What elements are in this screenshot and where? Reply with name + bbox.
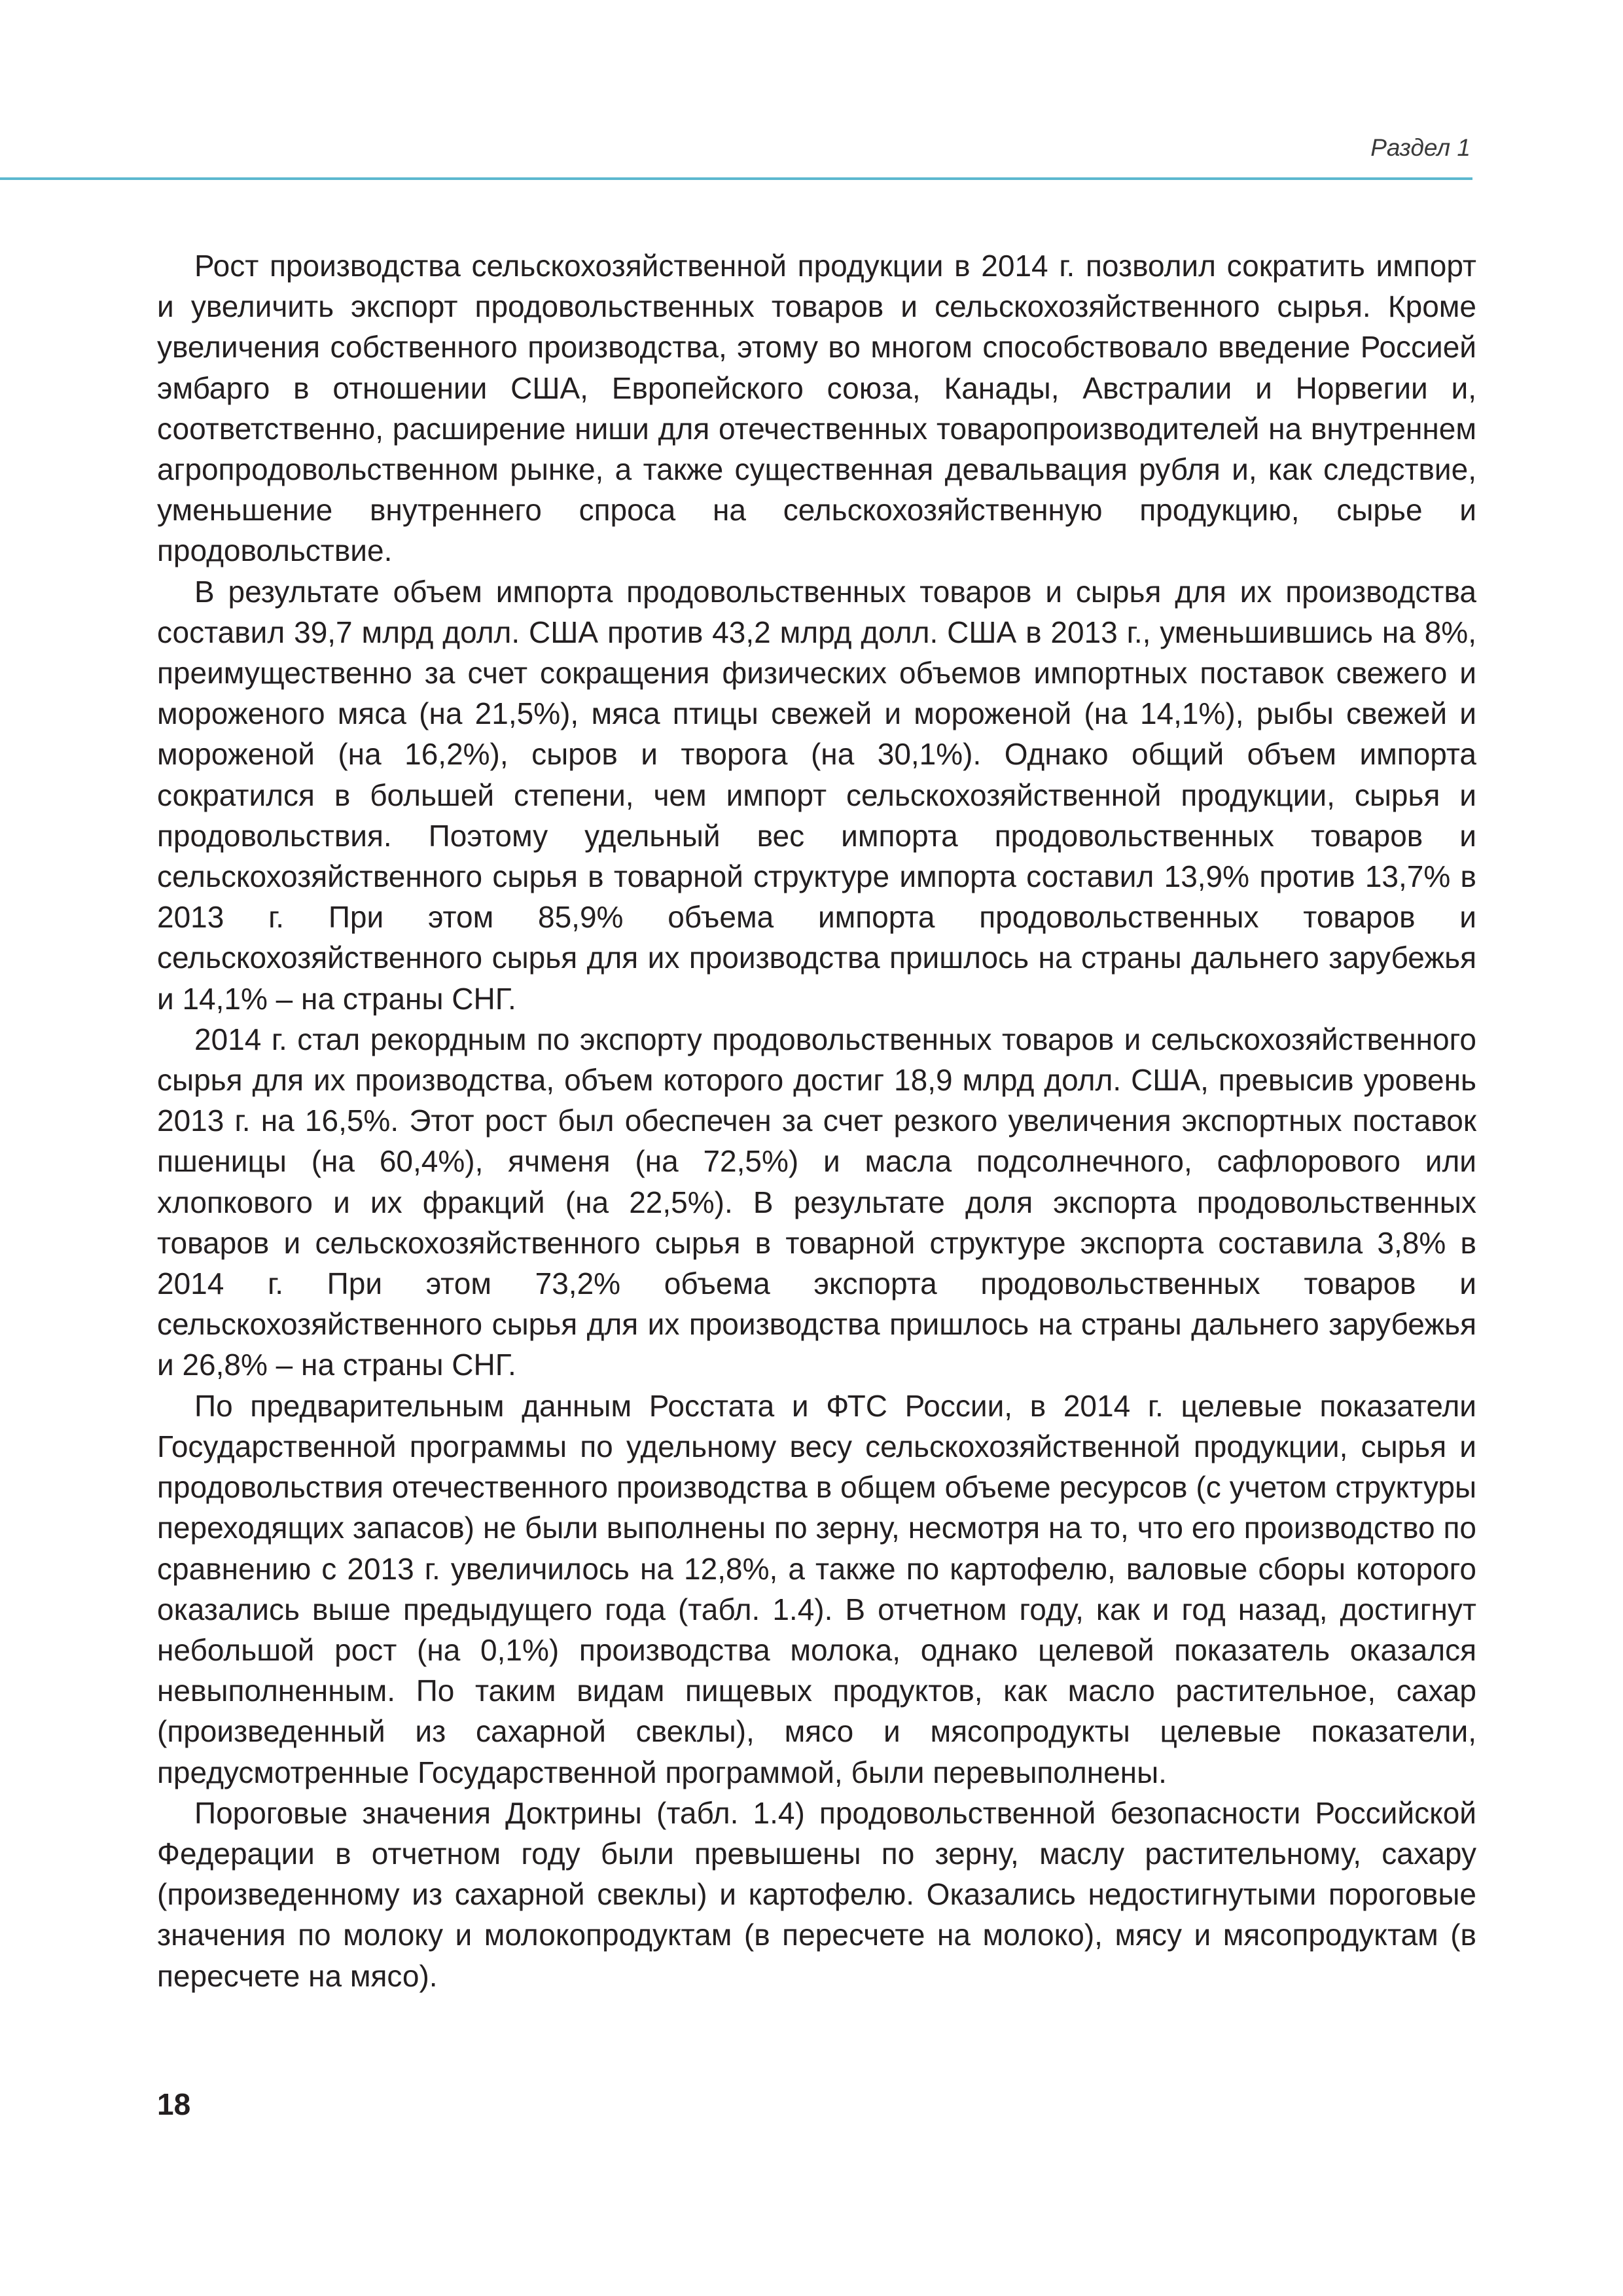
paragraph-doctrine-thresholds: Пороговые значения Доктрины (табл. 1.4) продовольственной безопасности Российской Федерации в отчетном году были превышены по зерну, маслу растительному, сахару (произведенному из сахарной свеклы) и картофелю. Оказались недостигнутыми пороговые значения по молоку и молокопродуктам (в пересчете на молоко), мясу и мясопродуктам (в пересчете на мясо). — [157, 1795, 1476, 1993]
running-header: Раздел 1 — [1370, 134, 1471, 161]
header-rule — [0, 177, 1472, 180]
paragraph-export-record: 2014 г. стал рекордным по экспорту продовольственных товаров и сельскохозяйственного сырья для их производства, объем которого достиг 18,9 млрд долл. США, превысив уровень 2013 г. на 16,5%. Этот рост был обеспечен за счет резкого увеличения экспортных поставок пшеницы (на 60,4%), ячменя (на 72,5%) и масла подсолнечного, сафлорового или хлопкового и их фракций (на 22,5%). В результате доля экспорта продовольственных товаров и сельскохозяйственного сырья в товарной структуре экспорта составила 3,8% в 2014 г. При этом 73,2% объема экспорта продовольственных товаров и сельскохозяйственного сырья для их производства пришлось на страны дальнего зарубежья и 26,8% – на страны СНГ. — [157, 1022, 1476, 1382]
paragraph-import-export-growth: Рост производства сельскохозяйственной продукции в 2014 г. позволил сократить импорт и увеличить экспорт продовольственных товаров и сельскохозяйственного сырья. Кроме увеличения собственного производства, этому во многом способствовало введение Россией эмбарго в отношении США, Европейского союза, Канады, Австралии и Норвегии и, соответственно, расширение ниши для отечественных товаропроизводителей на внутреннем агропродовольственном рынке, а также существенная девальвация рубля и, как следствие, уменьшение внутреннего спроса на сельскохозяйственную продукцию, сырье и продовольствие. — [157, 249, 1476, 568]
page-number: 18 — [157, 2087, 191, 2121]
paragraph-import-volume: В результате объем импорта продовольственных товаров и сырья для их производства составил 39,7 млрд долл. США против 43,2 млрд долл. США в 2013 г., уменьшившись на 8%, преимущественно за счет сокращения физических объемов импортных поставок свежего и мороженого мяса (на 21,5%), мяса птицы свежей и мороженой (на 14,1%), рыбы свежей и мороженой (на 16,2%), сыров и творога (на 30,1%). Однако общий объем импорта сократился в большей степени, чем импорт сельскохозяйственной продукции, сырья и продовольствия. Поэтому удельный вес импорта продовольственных товаров и сельскохозяйственного сырья в товарной структуре импорта составил 13,9% против 13,7% в 2013 г. При этом 85,9% объема импорта продовольственных товаров и сельскохозяйственного сырья для их производства пришлось на страны дальнего зарубежья и 14,1% – на страны СНГ. — [157, 574, 1476, 1016]
body-text — [157, 245, 1476, 1996]
paragraph-program-targets: По предварительным данным Росстата и ФТС России, в 2014 г. целевые показатели Государственной программы по удельному весу сельскохозяйственной продукции, сырья и продовольствия отечественного производства в общем объеме ресурсов (с учетом структуры переходящих запасов) не были выполнены по зерну, несмотря на то, что его производство по сравнению с 2013 г. увеличилось на 12,8%, а также по картофелю, валовые сборы которого оказались выше предыдущего года (табл. 1.4). В отчетном году, как и год назад, достигнут небольшой рост (на 0,1%) производства молока, однако целевой показатель оказался невыполненным. По таким видам пищевых продуктов, как масло растительное, сахар (произведенный из сахарной свеклы), мясо и мясопродукты целевые показатели, предусмотренные Государственной программой, были перевыполнены. — [157, 1388, 1476, 1789]
